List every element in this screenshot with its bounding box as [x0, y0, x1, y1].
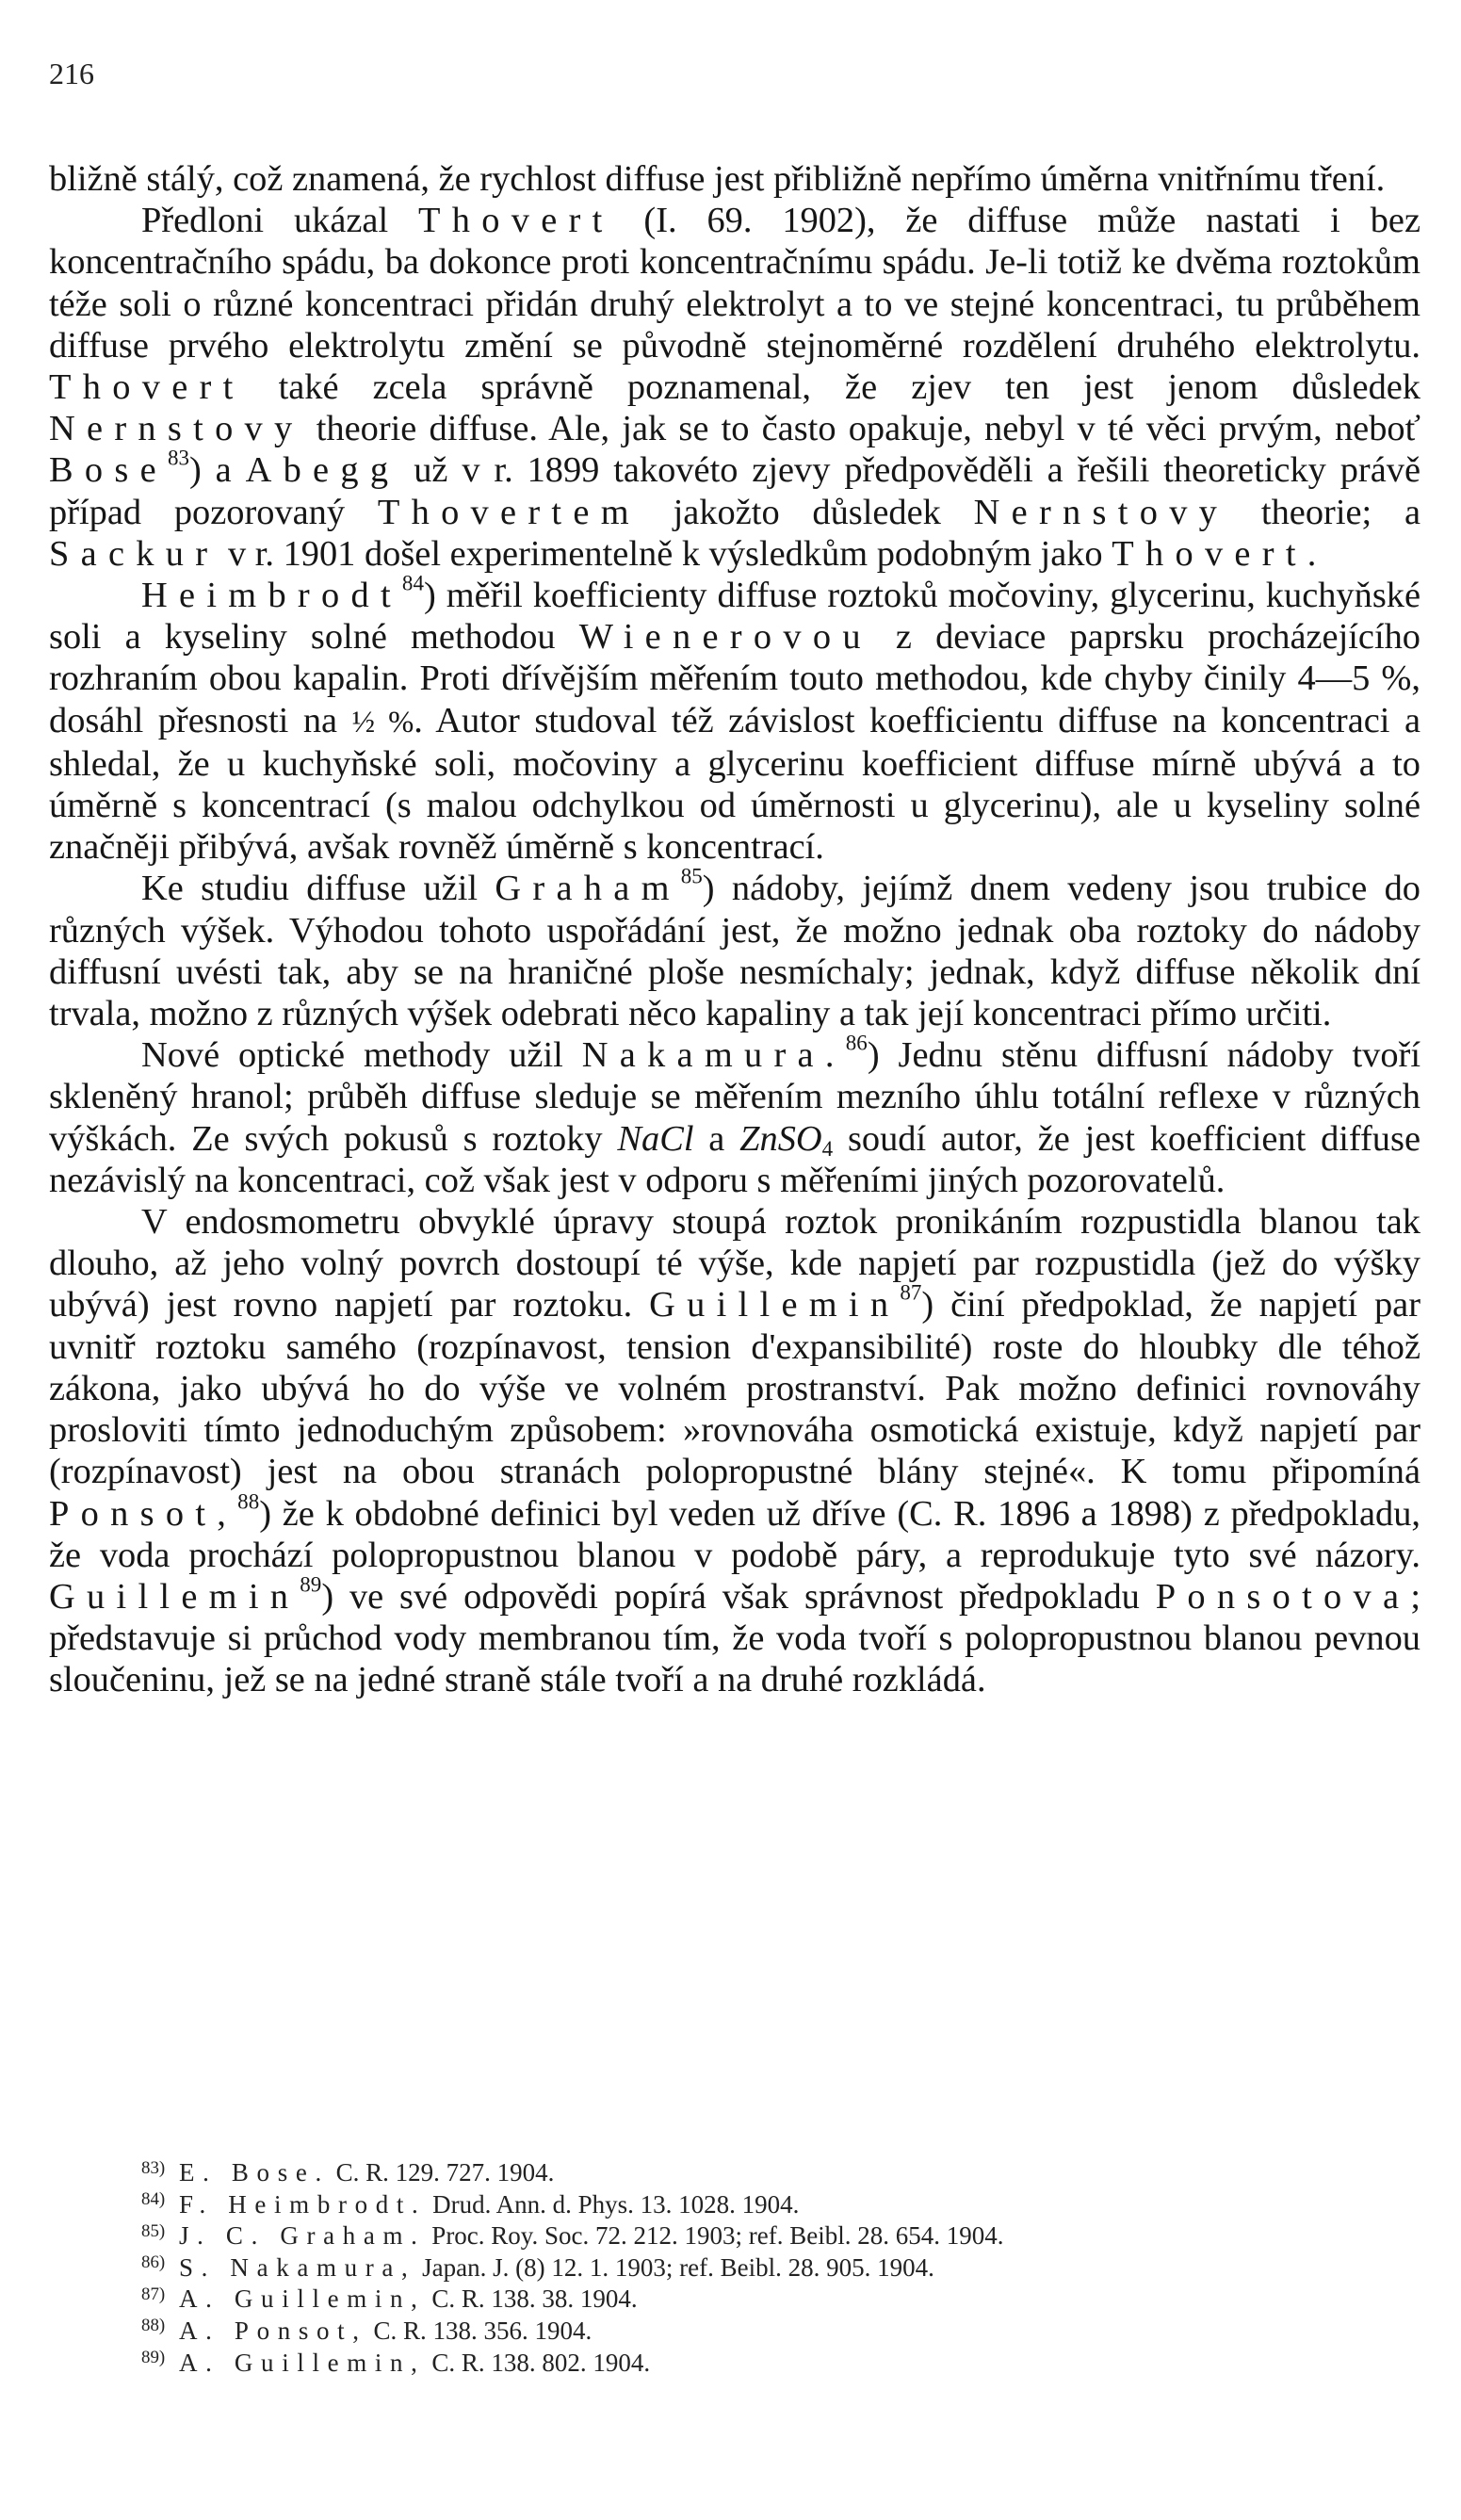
author-name: Heimbrodt — [141, 576, 402, 616]
author-name: Nakamura. — [581, 1035, 846, 1076]
text: . — [1307, 533, 1317, 574]
text: Ke studiu diffuse užil — [141, 869, 495, 909]
author-name: Thovert — [49, 367, 245, 408]
footnote-85: 85) J. C. Graham. Proc. Roy. Soc. 72. 212. 1903; ref. Beibl. 28. 654. 1904. — [141, 2220, 1004, 2251]
author-name: Thovertem — [377, 492, 641, 532]
page-number: 216 — [49, 57, 94, 90]
author-name: Guillemin — [649, 1285, 901, 1325]
author-name: Guillemin — [49, 1576, 300, 1617]
footnote-ref: 84 — [401, 570, 424, 595]
author-name: Thovert — [1112, 533, 1307, 574]
text: Nové optické methody užil — [141, 1035, 582, 1076]
author-name: Ponsot, — [49, 1493, 238, 1534]
author-name: Graham — [495, 869, 681, 909]
footnote-author: E. Bose. — [179, 2158, 330, 2187]
text: ) a — [188, 450, 246, 491]
text: už v r. 1899 takovéto zjevy předpověděli a řešili theoreticky právě případ pozorovaný — [49, 450, 1420, 532]
text: a — [693, 1118, 740, 1159]
author-name: Nernstovy — [49, 409, 304, 449]
author-name: Sackur — [49, 533, 219, 574]
footnote-89: 89) A. Guillemin, C. R. 138. 802. 1904. — [141, 2348, 651, 2377]
footnote-author: F. Heimbrodt. — [179, 2189, 427, 2219]
footnote-ref: 87 — [900, 1280, 922, 1306]
footnotes — [141, 2157, 1366, 2379]
author-name: Thovert — [418, 201, 614, 241]
body-text — [49, 158, 1420, 1701]
text: ; představuje si průchod vody membranou tím, že voda tvoří s polopropustnou blanou pevnou sloučeninu, jež se na jedné straně stále tvoří a na druhé rozkládá. — [49, 1576, 1420, 1700]
chemical-formula: NaCl — [617, 1118, 694, 1159]
text: . Autor studoval též závislost koefficientu diffuse na koncentraci a shledal, že u kuchyňské soli, močoviny a glycerinu koefficient diffuse mírně ubývá a to úměrně s koncentrací (s malou odchylkou od úměrnosti u glycerinu), ale u kyseliny solné značněji přibývá, avšak rovněž úměrně s koncentrací. — [49, 700, 1420, 868]
text: theorie diffuse. Ale, jak se to často opakuje, nebyl v té věci prvým, neboť — [303, 409, 1420, 449]
text: V endosmometru obvyklé úpravy stoupá roztok pronikáním rozpustidla blanou tak dlouho, až jeho volný povrch dostoupí té výše, kde napjetí par rozpustidla (jež do výšky ubývá) jest rovno napjetí par roztoku. — [49, 1202, 1420, 1325]
text: ) měřil koefficienty diffuse roztoků močoviny, glycerinu, kuchyňské soli a kyseliny solné methodou — [49, 576, 1420, 658]
footnote-86: 86) S. Nakamura, Japan. J. (8) 12. 1. 1903; ref. Beibl. 28. 905. 1904. — [141, 2252, 934, 2282]
footnote-ref: 85 — [680, 864, 703, 889]
footnote-text: C. R. 138. 356. 1904. — [366, 2316, 593, 2345]
footnote-text: Drud. Ann. d. Phys. 13. 1028. 1904. — [426, 2189, 800, 2219]
paragraph-5 — [49, 1031, 1420, 1201]
fraction: ½ % — [351, 705, 414, 740]
text: (I. 69. 1902), že diffuse může nastati i bez koncentračního spádu, ba dokonce proti koncentračnímu spádu. Je-li totiž ke dvěma roztokům téže soli o různé koncentraci přidán druhý elektrolyt a to ve stejné koncentraci, tu průběhem diffuse prvého elektrolytu změní se původně stejnoměrné rozdělení druhého elektrolytu. — [49, 201, 1420, 366]
footnote-83: 83) E. Bose. C. R. 129. 727. 1904. — [141, 2157, 555, 2187]
text: Předloni ukázal — [141, 201, 419, 241]
paragraph-6 — [49, 1201, 1420, 1700]
footnote-author: S. Nakamura, — [179, 2252, 416, 2282]
footnote-author: A. Guillemin, — [179, 2348, 426, 2377]
text: ) ve své odpovědi popírá však správnost předpokladu — [321, 1576, 1156, 1617]
text: jakožto důsledek — [640, 492, 974, 532]
author-name: Ponsotova — [1155, 1576, 1411, 1617]
text: také zcela správně poznamenal, že zjev ten jest jenom důsledek — [244, 367, 1420, 408]
footnote-text: Proc. Roy. Soc. 72. 212. 1903; ref. Beibl. 28. 654. 1904. — [425, 2221, 1004, 2251]
footnote-ref: 88 — [237, 1488, 260, 1514]
footnote-84: 84) F. Heimbrodt. Drud. Ann. d. Phys. 13. 1028. 1904. — [141, 2189, 800, 2219]
footnote-text: C. R. 138. 802. 1904. — [425, 2348, 651, 2377]
footnote-ref: 86 — [845, 1031, 868, 1055]
footnote-text: C. R. 129. 727. 1904. — [329, 2158, 555, 2187]
paragraph-1-text: bližně stálý, což znamená, že rychlost diffuse jest přibližně nepřímo úměrna vnitřnímu tření. — [49, 159, 1386, 199]
chemical-formula: ZnSO — [739, 1118, 822, 1159]
text: ) že k obdobné definici byl veden už dříve (C. R. 1896 a 1898) z předpokladu, že voda prochází polopropustnou blanou v podobě páry, a reprodukuje tyto své názory. — [49, 1493, 1420, 1575]
author-name: Nernstovy — [973, 492, 1229, 532]
text: soudí autor, že jest koefficient diffuse nezávislý na koncentraci, což však jest v odporu s měřeními jiných pozorovatelů. — [49, 1118, 1420, 1200]
footnote-text: C. R. 138. 38. 1904. — [425, 2284, 638, 2314]
footnote-88: 88) A. Ponsot, C. R. 138. 356. 1904. — [141, 2316, 593, 2345]
text: ) nádoby, jejímž dnem vedeny jsou trubice do různých výšek. Výhodou tohoto uspořádání jest, že možno jednak oba roztoky do nádoby diffusní uvésti tak, aby se na hraničné ploše nesmíchaly; jednak, když diffuse několik dní trvala, možno z různých výšek odebrati něco kapaliny a tak její koncentraci přímo určiti. — [49, 869, 1421, 1034]
text: ) činí předpoklad, že napjetí par uvnitř roztoku samého (rozpínavost, tension d'expansibilité) roste do hloubky dle téhož zákona, jako ubývá ho do výše ve volném prostranství. Pak možno definici rovnováhy prosloviti tímto jednoduchým způsobem: »rovnováha osmotická existuje, když napjetí par (rozpínavost) jest na obou stranách polopropustné blány stejné«. K tomu připomíná — [49, 1285, 1420, 1492]
author-name: Wienerovou — [578, 617, 872, 658]
footnote-author: A. Guillemin, — [179, 2284, 426, 2314]
text: z deviace paprsku procházejícího rozhraním obou kapalin. Proti dřívějším měřením touto methodou, kde chyby činily 4—5 %, dosáhl přesnosti na — [49, 617, 1420, 740]
paragraph-2 — [49, 200, 1420, 575]
footnote-text: Japan. J. (8) 12. 1. 1903; ref. Beibl. 28. 905. 1904. — [415, 2252, 934, 2282]
author-name: Abegg — [245, 450, 400, 491]
footnote-ref: 89 — [300, 1571, 322, 1597]
footnote-author: J. C. Graham. — [179, 2221, 426, 2251]
text: v r. 1901 došel experimentelně k výsledkům podobným jako — [219, 533, 1112, 574]
footnote-author: A. Ponsot, — [179, 2316, 367, 2345]
paragraph-4 — [49, 864, 1421, 1034]
text: ) Jednu stěnu diffusní nádoby tvoří skleněný hranol; průběh diffuse sleduje se měřením mezního úhlu totální reflexe v různých výškách. Ze svých pokusů s roztoky — [49, 1035, 1420, 1159]
footnote-ref: 83 — [167, 446, 189, 471]
text: theorie; a — [1228, 492, 1420, 532]
footnote-87: 87) A. Guillemin, C. R. 138. 38. 1904. — [141, 2284, 638, 2314]
author-name: Bose — [49, 450, 168, 491]
paragraph-1 — [49, 158, 1420, 200]
paragraph-3 — [49, 570, 1420, 868]
formula-subscript: 4 — [821, 1135, 834, 1161]
